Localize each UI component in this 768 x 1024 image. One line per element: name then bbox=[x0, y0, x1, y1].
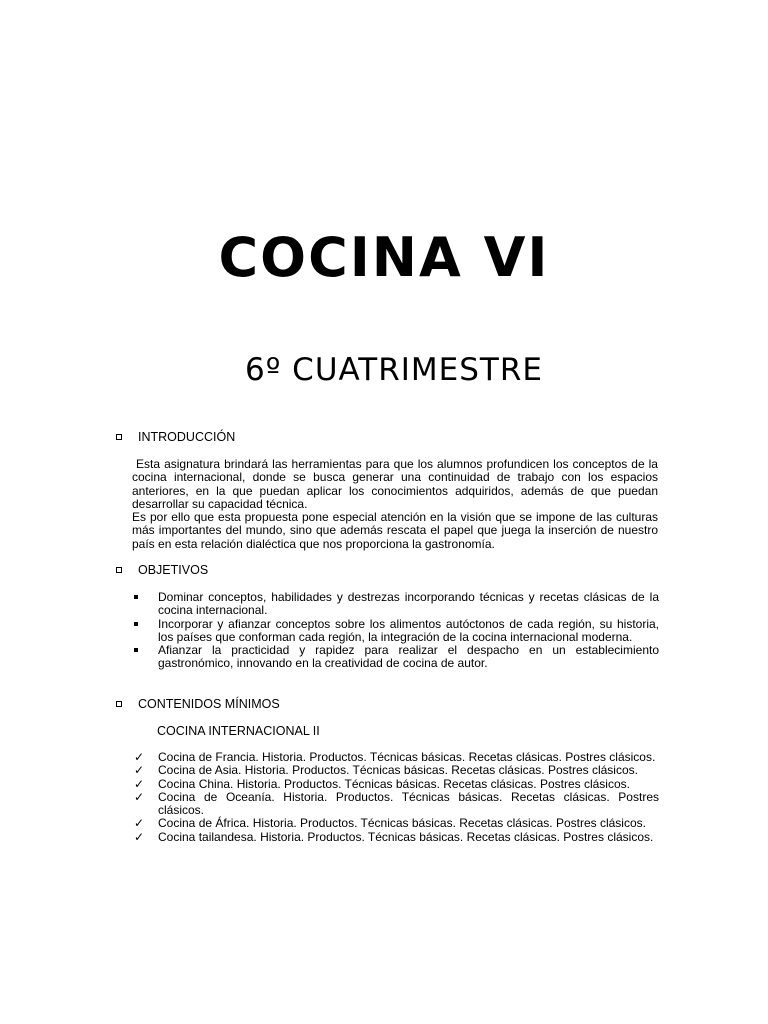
list-item-text: Cocina de Oceanía. Historia. Productos. Técnicas básicas. Recetas clásicas. Postres clásicos. bbox=[158, 789, 659, 818]
objetivos-list bbox=[132, 591, 659, 671]
paragraph: Esta asignatura brindará las herramientas para que los alumnos profundicen los conceptos de la cocina internacional, donde se busca generar una continuidad de trabajo con los espacios anteriores, en la que puedan aplicar los conocimientos adquiridos, además de que puedan desarrollar su capacidad técnica. bbox=[132, 457, 662, 511]
section-heading-objetivos bbox=[116, 563, 208, 577]
list-item: Afianzar la practicidad y rapidez para realizar el despacho en un establecimiento gastronómico, innovando en la creatividad de cocina de autor. bbox=[132, 644, 659, 671]
section-heading-contenidos bbox=[116, 697, 280, 711]
square-bullet-icon bbox=[116, 701, 122, 707]
list-item-text: Cocina China. Historia. Productos. Técnicas básicas. Recetas clásicas. Postres clásicos. bbox=[158, 776, 630, 791]
check-icon: ✓ bbox=[134, 776, 145, 791]
list-item: Dominar conceptos, habilidades y destrezas incorporando técnicas y recetas clásicas de la cocina internacional. bbox=[132, 591, 659, 618]
section-heading-label: CONTENIDOS MÍNIMOS bbox=[138, 697, 280, 711]
check-icon: ✓ bbox=[134, 829, 145, 844]
list-item bbox=[132, 791, 659, 818]
square-bullet-icon bbox=[116, 567, 122, 573]
list-item bbox=[132, 817, 659, 830]
paragraph: Es por ello que esta propuesta pone especial atención en la visión que se impone de las culturas más importantes del mundo, sino que además rescata el papel que juega la inserción de nuestro país en esta relación dialéctica que nos proporciona la gastronomía. bbox=[132, 510, 658, 551]
section-heading-label: INTRODUCCIÓN bbox=[138, 430, 236, 444]
list-item bbox=[132, 831, 659, 844]
document-subtitle: 6º CUATRIMESTRE bbox=[244, 352, 543, 388]
section-heading-introduccion bbox=[116, 430, 235, 444]
contenidos-list bbox=[132, 751, 659, 844]
document-title: COCINA VI bbox=[218, 226, 550, 289]
check-icon: ✓ bbox=[134, 763, 145, 778]
list-item-text: Cocina de África. Historia. Productos. Técnicas básicas. Recetas clásicas. Postres clásicos. bbox=[158, 816, 646, 831]
list-item-text: Cocina tailandesa. Historia. Productos. Técnicas básicas. Recetas clásicas. Postres clásicos. bbox=[158, 829, 654, 844]
check-icon: ✓ bbox=[134, 816, 145, 831]
list-item bbox=[132, 764, 659, 777]
introduccion-text bbox=[132, 457, 662, 551]
contenidos-subheading: COCINA INTERNACIONAL II bbox=[157, 724, 320, 738]
check-icon: ✓ bbox=[134, 750, 145, 764]
section-heading-label: OBJETIVOS bbox=[138, 563, 209, 577]
check-icon: ✓ bbox=[134, 789, 145, 804]
list-item: Incorporar y afianzar conceptos sobre los alimentos autóctonos de cada región, su historia, los países que conforman cada región, la integración de la cocina internacional moderna. bbox=[132, 618, 659, 645]
list-item-text: Cocina de Asia. Historia. Productos. Técnicas básicas. Recetas clásicas. Postres clásicos. bbox=[158, 763, 638, 778]
list-item bbox=[132, 751, 659, 764]
list-item bbox=[132, 778, 659, 791]
square-bullet-icon bbox=[116, 434, 122, 440]
list-item-text: Cocina de Francia. Historia. Productos. Técnicas básicas. Recetas clásicas. Postres clásicos. bbox=[158, 750, 656, 764]
